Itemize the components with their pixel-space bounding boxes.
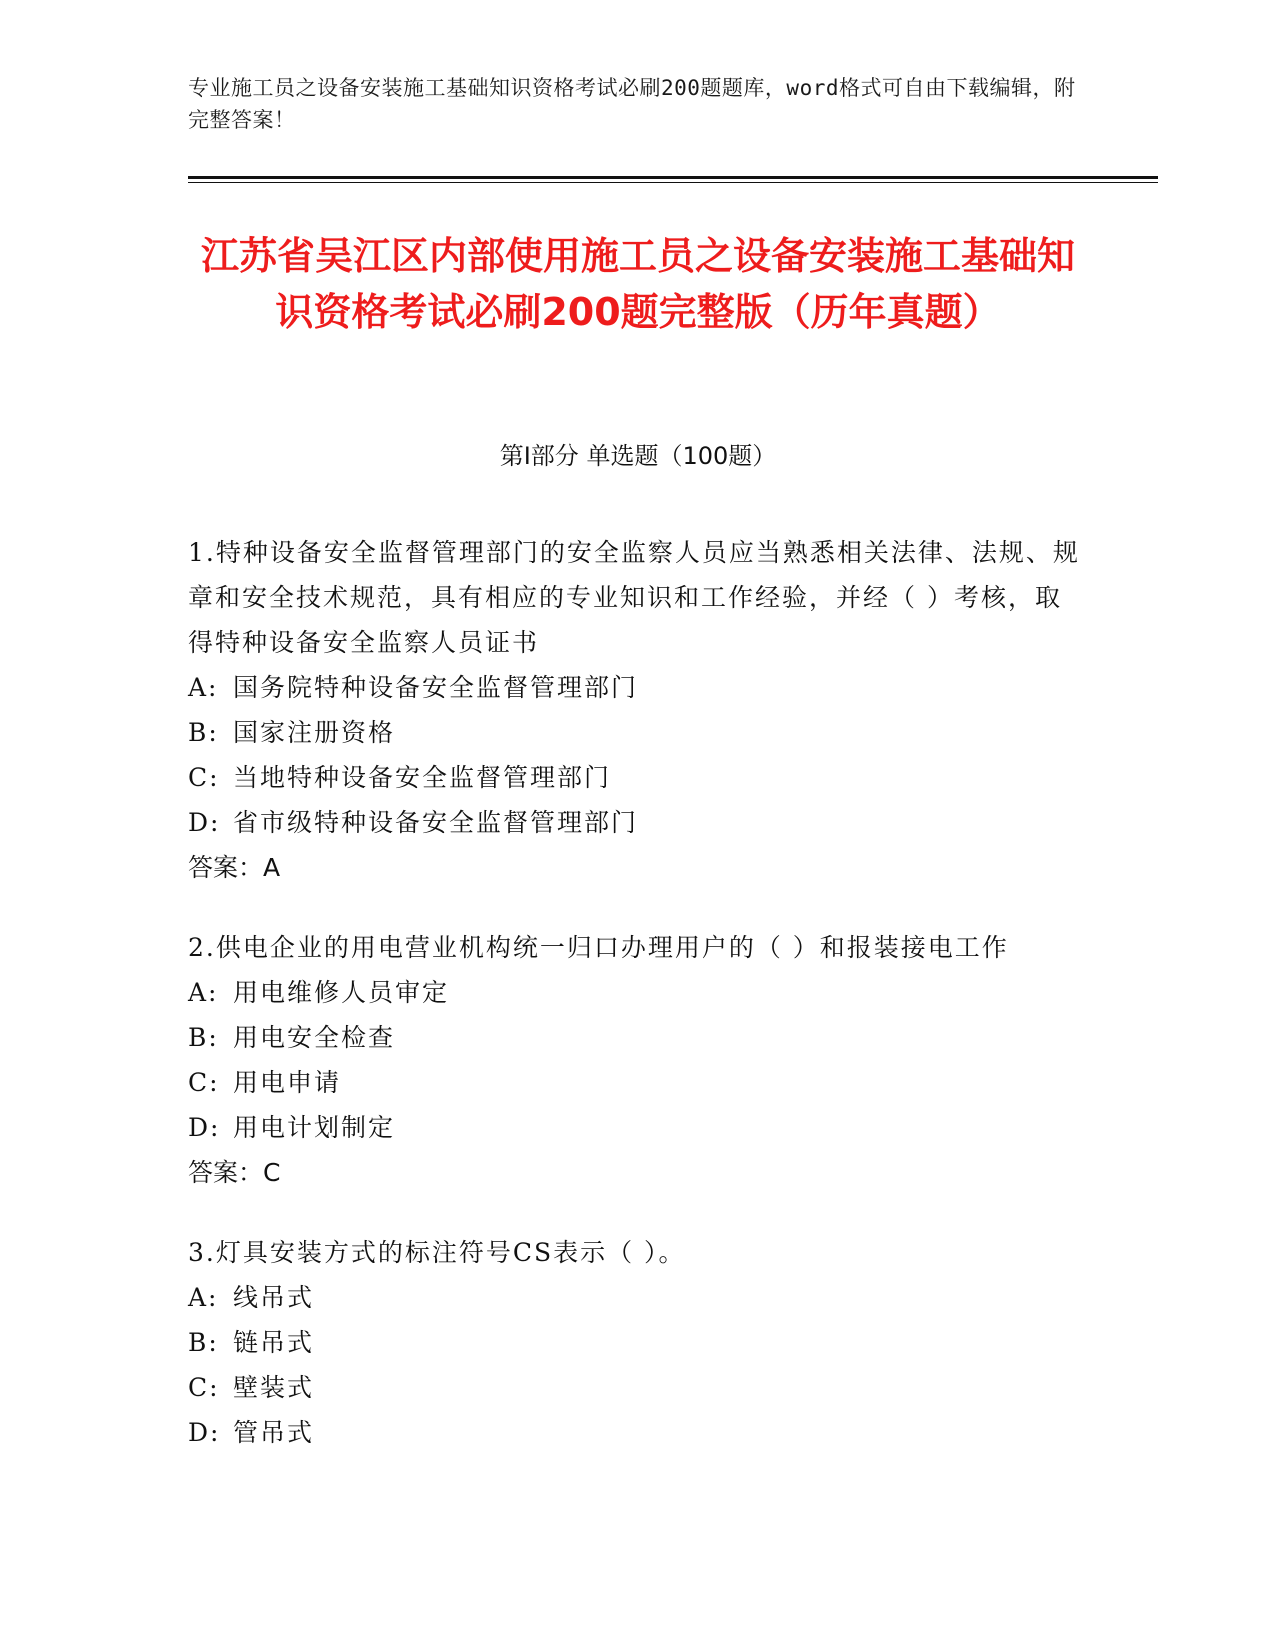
document-title: 江苏省吴江区内部使用施工员之设备安装施工基础知识资格考试必刷200题完整版（历年真题） <box>200 234 1075 334</box>
option-a <box>188 970 1088 1015</box>
option-key: D: <box>188 1418 221 1447</box>
header-divider-thin <box>188 182 1158 183</box>
answer-value: A <box>263 853 281 882</box>
option-key: C: <box>188 1068 220 1097</box>
question-text: 1.特种设备安全监督管理部门的安全监察人员应当熟悉相关法律、法规、规章和安全技术规范，具有相应的专业知识和工作经验，并经（ ）考核，取得特种设备安全监察人员证书 <box>188 538 1080 657</box>
option-text: 线吊式 <box>233 1283 315 1312</box>
option-text: 管吊式 <box>233 1418 315 1447</box>
option-a <box>188 1275 1088 1320</box>
question-1 <box>188 530 1088 890</box>
option-text: 用电安全检查 <box>233 1023 396 1052</box>
section-title: 第Ⅰ部分 单选题（100题） <box>499 442 777 470</box>
option-key: D: <box>188 1113 221 1142</box>
option-text: 国务院特种设备安全监督管理部门 <box>233 673 639 702</box>
option-text: 当地特种设备安全监督管理部门 <box>233 763 612 792</box>
option-key: B: <box>188 1023 219 1052</box>
option-text: 壁装式 <box>233 1373 315 1402</box>
option-d <box>188 1105 1088 1150</box>
question-3 <box>188 1230 1088 1455</box>
option-key: C: <box>188 763 220 792</box>
answer-line <box>188 1150 1088 1195</box>
option-b <box>188 710 1088 755</box>
option-c <box>188 1060 1088 1105</box>
option-b <box>188 1320 1088 1365</box>
option-key: A: <box>188 978 219 1007</box>
option-key: B: <box>188 718 219 747</box>
option-text: 国家注册资格 <box>233 718 396 747</box>
question-list <box>188 530 1088 1490</box>
option-text: 用电计划制定 <box>233 1113 396 1142</box>
question-text: 3.灯具安装方式的标注符号CS表示（ ）。 <box>188 1238 686 1267</box>
option-c <box>188 755 1088 800</box>
option-b <box>188 1015 1088 1060</box>
option-key: B: <box>188 1328 219 1357</box>
option-key: A: <box>188 1283 219 1312</box>
option-text: 链吊式 <box>233 1328 315 1357</box>
answer-label: 答案： <box>188 1158 264 1187</box>
option-d <box>188 800 1088 845</box>
option-text: 用电维修人员审定 <box>233 978 450 1007</box>
question-text: 2.供电企业的用电营业机构统一归口办理用户的（ ）和报装接电工作 <box>188 933 1009 962</box>
question-2 <box>188 925 1088 1195</box>
option-key: C: <box>188 1373 220 1402</box>
option-c <box>188 1365 1088 1410</box>
option-text: 用电申请 <box>233 1068 342 1097</box>
option-text: 省市级特种设备安全监督管理部门 <box>233 808 639 837</box>
option-key: A: <box>188 673 219 702</box>
option-key: D: <box>188 808 221 837</box>
header-divider-thick <box>188 176 1158 179</box>
answer-value: C <box>263 1158 281 1187</box>
header-note: 专业施工员之设备安装施工基础知识资格考试必刷200题题库，word格式可自由下载编辑，附完整答案！ <box>188 76 1076 132</box>
option-d <box>188 1410 1088 1455</box>
answer-label: 答案： <box>188 853 264 882</box>
answer-line <box>188 845 1088 890</box>
option-a <box>188 665 1088 710</box>
